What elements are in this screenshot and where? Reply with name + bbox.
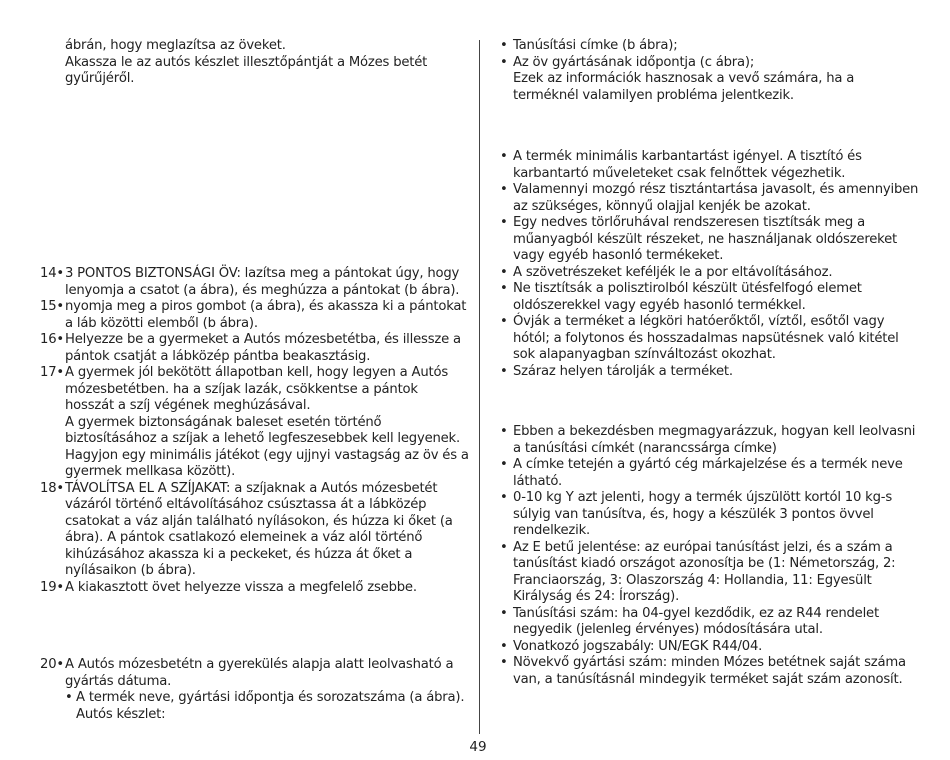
step-number: 14• <box>40 266 64 281</box>
intro-line: Akassza le az autós készlet illesztőpántját a Mózes betét gyűrűjéről. <box>65 54 428 86</box>
bullet-item: • 0-10 kg Y azt jelenti, hogy a termék újszülött kortól 10 kg-s súlyig van tanúsítva, és, hogy a készülék 3 pontos övvel rendelkezik. <box>500 490 920 540</box>
info-note: Ezek az információk hasznosak a vevő számára, ha a terméknél valamilyen probléma jelentkezik. <box>513 71 855 103</box>
step-text: A gyermek jól bekötött állapotban kell, hogy legyen a Autós mózesbetétben. ha a szíjak lazák, csökkentse a pántok hosszát a szíj végének meghúzásával. <box>65 365 449 413</box>
bullet-item: • A termék neve, gyártási időpontja és sorozatszáma (a ábra). Autós készlet: <box>65 690 470 723</box>
bullet-item: • Tanúsítási szám: ha 04-gyel kezdődik, ez az R44 rendelet negyedik (jelenleg érvényes) módosítására utal. <box>500 606 920 639</box>
step-number: 17• <box>40 365 64 380</box>
bullet-item: • Ebben a bekezdésben megmagyarázzuk, hogyan kell leolvasni a tanúsítási címkét (narancssárga címke) <box>500 424 920 457</box>
page-number: 49 <box>469 739 487 755</box>
step-16 <box>40 332 470 365</box>
step-20 <box>40 657 470 690</box>
step-number: 15• <box>40 299 64 314</box>
bullet-item: • Növekvő gyártási szám: minden Mózes betétnek saját száma van, a tanúsításnál mindegyik terméket saját szám azonosít. <box>500 655 920 688</box>
bullet-item: • Óvják a terméket a légköri hatóerőktől, víztől, esőtől vagy hótól; a folytonos és hosszadalmas napsütésnek való kitétel sok alapanyagban színváltozást okozhat. <box>500 314 920 364</box>
bullet-item: • Tanúsítási címke (b ábra); <box>500 38 920 55</box>
bullet-item: • Száraz helyen tárolják a terméket. <box>500 364 920 381</box>
bullet-item: • Az öv gyártásának időpontja (c ábra); <box>500 55 920 72</box>
step-text: TÁVOLÍTSA EL A SZÍJAKAT: a szíjaknak a Autós mózesbetét vázáról történő eltávolításához csúsztassa át a lábközép csatokat a váz alján található nyílásokon, és húzza ki őket (a ábra). A pántok csatlakozó elemeinek a váz alól történő kihúzásához akassza ki a peckeket, és húzza át őket a nyílásaikon (b ábra). <box>65 480 453 578</box>
maintenance-list <box>500 149 920 380</box>
step-17 <box>40 365 470 481</box>
bullet-item: • Egy nedves törlőruhával rendszeresen tisztítsák meg a műanyagból készült részeket, ne használjanak oldószereket vagy egyéb hasonló termékeket. <box>500 215 920 265</box>
label-info-list <box>500 38 920 104</box>
step-19 <box>40 580 470 597</box>
step-text: Helyezze be a gyermeket a Autós mózesbetétba, és illessze a pántok csatját a lábközép pántba beakasztásig. <box>65 332 461 364</box>
bullet-item: • Ne tisztítsák a polisztirolból készült ütésfelfogó elemet oldószerekkel vagy egyéb hasonló termékkel. <box>500 281 920 314</box>
intro-text <box>40 38 470 88</box>
bullet-item: • Valamennyi mozgó rész tisztántartása javasolt, és amennyiben az szükséges, könnyű olajjal kenjék be azokat. <box>500 182 920 215</box>
step-number: 19• <box>40 579 64 595</box>
step-extra-text: A gyermek biztonságának baleset esetén történő biztosításához a szíjak a lehető legfeszesebbek kell legyenek. Hagyjon egy minimális játékot (egy ujjnyi vastagság az öv és a gyermek mellkasa között). <box>65 414 469 479</box>
steps-list <box>40 266 470 596</box>
step-text: nyomja meg a piros gombot (a ábra), és akassza ki a pántokat a láb közötti elemből (b ábra). <box>65 299 467 331</box>
certification-label-list <box>500 424 920 688</box>
bullet-item: • Az E betű jelentése: az európai tanúsítást jelzi, és a szám a tanúsítást kiadó országot azonosítja be (1: Németország, 2: Franciaország, 3: Olaszország 4: Hollandia, 11: Egyesült Királyság és 24: Írország). <box>500 540 920 606</box>
step-20-sublist <box>40 690 470 723</box>
bullet-item: • A szövetrészeket keféljék le a por eltávolításához. <box>500 265 920 282</box>
intro-line: ábrán, hogy meglazítsa az öveket. <box>65 38 286 53</box>
step-text: A Autós mózesbetétn a gyerekülés alapja alatt leolvasható a gyártás dátuma. <box>65 657 454 689</box>
step-15 <box>40 299 470 332</box>
bullet-item: • Vonatkozó jogszabály: UN/EGK R44/04. <box>500 639 920 656</box>
column-divider <box>479 40 480 734</box>
step-number: 20• <box>40 657 64 672</box>
step-20-block <box>40 657 470 723</box>
step-number: 16• <box>40 332 64 347</box>
step-number: 18• <box>40 480 64 496</box>
step-14 <box>40 266 470 299</box>
bullet-item: • A címke tetején a gyártó cég márkajelzése és a termék neve látható. <box>500 457 920 490</box>
bullet-item: • A termék minimális karbantartást igényel. A tisztító és karbantartó műveleteket csak felnőttek végezhetik. <box>500 149 920 182</box>
step-18 <box>40 481 470 580</box>
step-text: A kiakasztott övet helyezze vissza a megfelelő zsebbe. <box>65 579 417 595</box>
step-text: 3 PONTOS BIZTONSÁGI ÖV: lazítsa meg a pántokat úgy, hogy lenyomja a csatot (a ábra), és meghúzza a pántokat (b ábra). <box>65 266 460 298</box>
